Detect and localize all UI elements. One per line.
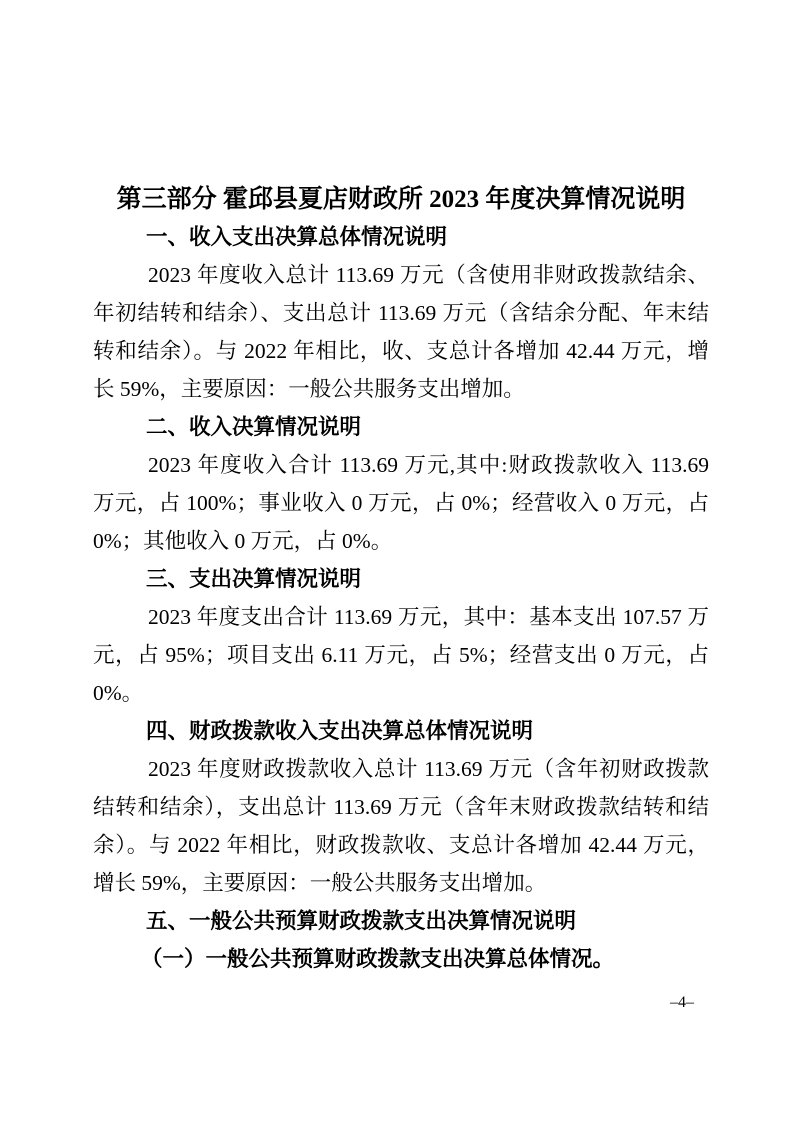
- page-number: –4–: [670, 994, 694, 1011]
- paragraph-line: 元，占 95%；项目支出 6.11 万元，占 5%；经营支出 0 万元，占: [93, 643, 709, 667]
- document-body: [93, 218, 709, 978]
- paragraph-line: 2023 年度收入合计 113.69 万元,其中:财政拨款收入 113.69: [148, 453, 709, 477]
- section-subheading: （一）一般公共预算财政拨款支出决算总体情况。: [141, 947, 615, 971]
- section: [93, 902, 709, 978]
- section: [93, 712, 709, 902]
- section-heading: 四、财政拨款收入支出决算总体情况说明: [146, 719, 534, 743]
- paragraph-line: 万元，占 100%；事业收入 0 万元，占 0%；经营收入 0 万元，占: [93, 491, 709, 515]
- paragraph-line: 2023 年度支出合计 113.69 万元，其中：基本支出 107.57 万: [148, 605, 709, 629]
- paragraph-line: 2023 年度财政拨款收入总计 113.69 万元（含年初财政拨款: [148, 757, 709, 781]
- paragraph-line: 转和结余）。与 2022 年相比，收、支总计各增加 42.44 万元，增: [93, 339, 709, 363]
- paragraph-line: 结转和结余），支出总计 113.69 万元（含年末财政拨款结转和结: [93, 795, 709, 819]
- document-title: 第三部分 霍邱县夏店财政所 2023 年度决算情况说明: [116, 186, 686, 213]
- paragraph-line: 增长 59%，主要原因：一般公共服务支出增加。: [93, 871, 547, 895]
- paragraph-line: 0%。: [93, 681, 144, 705]
- paragraph-line: 年初结转和结余）、支出总计 113.69 万元（含结余分配、年末结: [93, 301, 709, 325]
- section: [93, 408, 709, 560]
- section-heading: 三、支出决算情况说明: [146, 567, 362, 591]
- paragraph-line: 长 59%，主要原因：一般公共服务支出增加。: [93, 377, 525, 401]
- paragraph-line: 余）。与 2022 年相比，财政拨款收、支总计各增加 42.44 万元，: [93, 833, 709, 857]
- paragraph-line: 2023 年度收入总计 113.69 万元（含使用非财政拨款结余、: [148, 263, 709, 287]
- section-heading: 二、收入决算情况说明: [146, 415, 362, 439]
- section-heading: 五、一般公共预算财政拨款支出决算情况说明: [146, 909, 577, 933]
- paragraph-line: 0%；其他收入 0 万元，占 0%。: [93, 529, 393, 553]
- section-heading: 一、收入支出决算总体情况说明: [146, 225, 448, 249]
- section: [93, 560, 709, 712]
- section: [93, 218, 709, 408]
